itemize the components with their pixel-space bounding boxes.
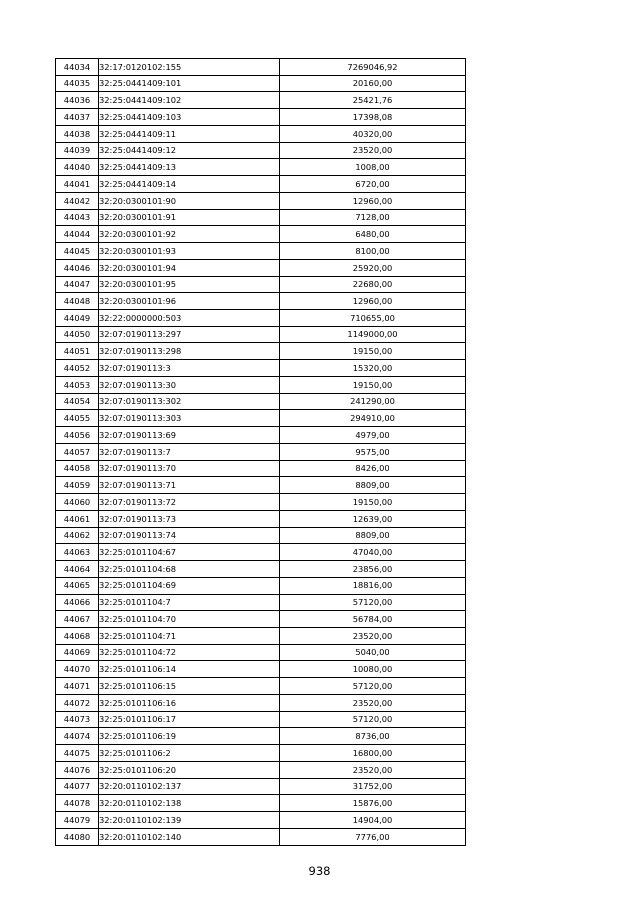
value-cell: 5040,00 <box>280 644 466 661</box>
row-number-cell: 44057 <box>56 443 99 460</box>
value-cell: 8736,00 <box>280 728 466 745</box>
row-number-cell: 44066 <box>56 594 99 611</box>
value-cell: 20160,00 <box>280 75 466 92</box>
cadastral-code-cell: 32:25:0441409:101 <box>99 75 280 92</box>
row-number-cell: 44061 <box>56 510 99 527</box>
cadastral-code-cell: 32:20:0300101:90 <box>99 192 280 209</box>
table-row <box>56 142 466 159</box>
row-number-cell: 44049 <box>56 310 99 327</box>
value-cell: 8809,00 <box>280 477 466 494</box>
cadastral-code-cell: 32:20:0110102:139 <box>99 812 280 829</box>
row-number-cell: 44042 <box>56 192 99 209</box>
table-row <box>56 125 466 142</box>
table-row <box>56 611 466 628</box>
value-cell: 57120,00 <box>280 678 466 695</box>
value-cell: 12639,00 <box>280 510 466 527</box>
row-number-cell: 44034 <box>56 59 99 76</box>
row-number-cell: 44076 <box>56 761 99 778</box>
cadastral-code-cell: 32:20:0300101:94 <box>99 259 280 276</box>
table-row <box>56 644 466 661</box>
cadastral-code-cell: 32:25:0101104:69 <box>99 577 280 594</box>
row-number-cell: 44050 <box>56 326 99 343</box>
table-row <box>56 75 466 92</box>
table-row <box>56 594 466 611</box>
row-number-cell: 44044 <box>56 226 99 243</box>
cadastral-code-cell: 32:17:0120102:155 <box>99 59 280 76</box>
value-cell: 8100,00 <box>280 243 466 260</box>
cadastral-code-cell: 32:25:0101106:19 <box>99 728 280 745</box>
table-row <box>56 761 466 778</box>
cadastral-code-cell: 32:07:0190113:302 <box>99 393 280 410</box>
table-row <box>56 561 466 578</box>
cadastral-code-cell: 32:25:0101104:72 <box>99 644 280 661</box>
row-number-cell: 44036 <box>56 92 99 109</box>
value-cell: 10080,00 <box>280 661 466 678</box>
row-number-cell: 44073 <box>56 711 99 728</box>
table-row <box>56 510 466 527</box>
row-number-cell: 44048 <box>56 293 99 310</box>
value-cell: 19150,00 <box>280 343 466 360</box>
table-row <box>56 694 466 711</box>
value-cell: 23520,00 <box>280 627 466 644</box>
row-number-cell: 44039 <box>56 142 99 159</box>
cadastral-code-cell: 32:07:0190113:303 <box>99 410 280 427</box>
value-cell: 4979,00 <box>280 427 466 444</box>
cadastral-code-cell: 32:25:0101106:20 <box>99 761 280 778</box>
cadastral-code-cell: 32:25:0101106:2 <box>99 745 280 762</box>
value-cell: 8426,00 <box>280 460 466 477</box>
table-row <box>56 92 466 109</box>
cadastral-code-cell: 32:22:0000000:503 <box>99 310 280 327</box>
table-row <box>56 343 466 360</box>
cadastral-code-cell: 32:07:0190113:3 <box>99 360 280 377</box>
page-number: 938 <box>308 864 331 878</box>
value-cell: 25421,76 <box>280 92 466 109</box>
row-number-cell: 44063 <box>56 544 99 561</box>
table-row <box>56 192 466 209</box>
cadastral-code-cell: 32:25:0441409:11 <box>99 125 280 142</box>
row-number-cell: 44074 <box>56 728 99 745</box>
table-row <box>56 795 466 812</box>
cadastral-code-cell: 32:25:0441409:103 <box>99 109 280 126</box>
row-number-cell: 44070 <box>56 661 99 678</box>
table-row <box>56 393 466 410</box>
cadastral-code-cell: 32:25:0101104:7 <box>99 594 280 611</box>
table-row <box>56 259 466 276</box>
row-number-cell: 44071 <box>56 678 99 695</box>
row-number-cell: 44051 <box>56 343 99 360</box>
cadastral-code-cell: 32:25:0441409:13 <box>99 159 280 176</box>
table-row <box>56 460 466 477</box>
value-cell: 14904,00 <box>280 812 466 829</box>
value-cell: 7269046,92 <box>280 59 466 76</box>
table-row <box>56 293 466 310</box>
cadastral-code-cell: 32:20:0300101:95 <box>99 276 280 293</box>
row-number-cell: 44043 <box>56 209 99 226</box>
cadastral-code-cell: 32:20:0300101:93 <box>99 243 280 260</box>
cadastral-code-cell: 32:25:0441409:102 <box>99 92 280 109</box>
value-cell: 8809,00 <box>280 527 466 544</box>
cadastral-code-cell: 32:25:0101104:68 <box>99 561 280 578</box>
table-row <box>56 828 466 845</box>
table-row <box>56 443 466 460</box>
value-cell: 16800,00 <box>280 745 466 762</box>
cadastral-code-cell: 32:25:0101104:71 <box>99 627 280 644</box>
value-cell: 56784,00 <box>280 611 466 628</box>
table-row <box>56 778 466 795</box>
cadastral-code-cell: 32:25:0101106:17 <box>99 711 280 728</box>
cadastral-code-cell: 32:07:0190113:72 <box>99 494 280 511</box>
table-row <box>56 577 466 594</box>
value-cell: 23520,00 <box>280 694 466 711</box>
table-row <box>56 711 466 728</box>
value-cell: 241290,00 <box>280 393 466 410</box>
value-cell: 7776,00 <box>280 828 466 845</box>
table-row <box>56 243 466 260</box>
table-row <box>56 310 466 327</box>
cadastral-code-cell: 32:25:0441409:14 <box>99 176 280 193</box>
value-cell: 23856,00 <box>280 561 466 578</box>
row-number-cell: 44045 <box>56 243 99 260</box>
cadastral-code-cell: 32:07:0190113:297 <box>99 326 280 343</box>
value-cell: 710655,00 <box>280 310 466 327</box>
cadastral-code-cell: 32:20:0300101:91 <box>99 209 280 226</box>
row-number-cell: 44054 <box>56 393 99 410</box>
value-cell: 25920,00 <box>280 259 466 276</box>
cadastral-code-cell: 32:20:0110102:138 <box>99 795 280 812</box>
value-cell: 31752,00 <box>280 778 466 795</box>
row-number-cell: 44060 <box>56 494 99 511</box>
table-row <box>56 527 466 544</box>
value-cell: 17398,08 <box>280 109 466 126</box>
registry-table-body <box>56 59 466 846</box>
row-number-cell: 44040 <box>56 159 99 176</box>
row-number-cell: 44069 <box>56 644 99 661</box>
table-row <box>56 812 466 829</box>
value-cell: 12960,00 <box>280 293 466 310</box>
cadastral-code-cell: 32:07:0190113:70 <box>99 460 280 477</box>
row-number-cell: 44072 <box>56 694 99 711</box>
value-cell: 19150,00 <box>280 376 466 393</box>
table-row <box>56 360 466 377</box>
value-cell: 19150,00 <box>280 494 466 511</box>
row-number-cell: 44037 <box>56 109 99 126</box>
row-number-cell: 44065 <box>56 577 99 594</box>
value-cell: 23520,00 <box>280 142 466 159</box>
table-row <box>56 477 466 494</box>
table-row <box>56 494 466 511</box>
table-row <box>56 745 466 762</box>
row-number-cell: 44078 <box>56 795 99 812</box>
value-cell: 57120,00 <box>280 594 466 611</box>
cadastral-code-cell: 32:07:0190113:71 <box>99 477 280 494</box>
value-cell: 7128,00 <box>280 209 466 226</box>
row-number-cell: 44058 <box>56 460 99 477</box>
table-row <box>56 226 466 243</box>
table-row <box>56 544 466 561</box>
row-number-cell: 44035 <box>56 75 99 92</box>
row-number-cell: 44064 <box>56 561 99 578</box>
value-cell: 57120,00 <box>280 711 466 728</box>
value-cell: 6720,00 <box>280 176 466 193</box>
row-number-cell: 44077 <box>56 778 99 795</box>
table-row <box>56 376 466 393</box>
table-row <box>56 59 466 76</box>
value-cell: 18816,00 <box>280 577 466 594</box>
cadastral-code-cell: 32:07:0190113:74 <box>99 527 280 544</box>
table-row <box>56 627 466 644</box>
row-number-cell: 44047 <box>56 276 99 293</box>
table-row <box>56 678 466 695</box>
value-cell: 15320,00 <box>280 360 466 377</box>
row-number-cell: 44059 <box>56 477 99 494</box>
value-cell: 15876,00 <box>280 795 466 812</box>
value-cell: 294910,00 <box>280 410 466 427</box>
row-number-cell: 44080 <box>56 828 99 845</box>
table-row <box>56 276 466 293</box>
row-number-cell: 44041 <box>56 176 99 193</box>
cadastral-code-cell: 32:20:0300101:92 <box>99 226 280 243</box>
table-row <box>56 326 466 343</box>
value-cell: 47040,00 <box>280 544 466 561</box>
cadastral-code-cell: 32:20:0300101:96 <box>99 293 280 310</box>
row-number-cell: 44068 <box>56 627 99 644</box>
row-number-cell: 44055 <box>56 410 99 427</box>
cadastral-code-cell: 32:25:0101106:16 <box>99 694 280 711</box>
cadastral-code-cell: 32:25:0101106:15 <box>99 678 280 695</box>
table-row <box>56 159 466 176</box>
cadastral-code-cell: 32:07:0190113:73 <box>99 510 280 527</box>
row-number-cell: 44046 <box>56 259 99 276</box>
cadastral-code-cell: 32:20:0110102:140 <box>99 828 280 845</box>
table-row <box>56 427 466 444</box>
row-number-cell: 44038 <box>56 125 99 142</box>
value-cell: 1008,00 <box>280 159 466 176</box>
table-row <box>56 109 466 126</box>
table-row <box>56 661 466 678</box>
row-number-cell: 44056 <box>56 427 99 444</box>
table-row <box>56 410 466 427</box>
cadastral-code-cell: 32:25:0101104:70 <box>99 611 280 628</box>
table-row <box>56 728 466 745</box>
row-number-cell: 44053 <box>56 376 99 393</box>
cadastral-code-cell: 32:25:0441409:12 <box>99 142 280 159</box>
cadastral-code-cell: 32:25:0101104:67 <box>99 544 280 561</box>
cadastral-code-cell: 32:07:0190113:30 <box>99 376 280 393</box>
value-cell: 23520,00 <box>280 761 466 778</box>
row-number-cell: 44062 <box>56 527 99 544</box>
value-cell: 6480,00 <box>280 226 466 243</box>
value-cell: 12960,00 <box>280 192 466 209</box>
value-cell: 40320,00 <box>280 125 466 142</box>
cadastral-code-cell: 32:20:0110102:137 <box>99 778 280 795</box>
cadastral-code-cell: 32:07:0190113:298 <box>99 343 280 360</box>
cadastral-code-cell: 32:07:0190113:7 <box>99 443 280 460</box>
value-cell: 9575,00 <box>280 443 466 460</box>
value-cell: 1149000,00 <box>280 326 466 343</box>
cadastral-code-cell: 32:07:0190113:69 <box>99 427 280 444</box>
value-cell: 22680,00 <box>280 276 466 293</box>
cadastral-code-cell: 32:25:0101106:14 <box>99 661 280 678</box>
registry-table <box>55 58 466 846</box>
table-row <box>56 209 466 226</box>
row-number-cell: 44079 <box>56 812 99 829</box>
row-number-cell: 44052 <box>56 360 99 377</box>
table-row <box>56 176 466 193</box>
row-number-cell: 44075 <box>56 745 99 762</box>
row-number-cell: 44067 <box>56 611 99 628</box>
